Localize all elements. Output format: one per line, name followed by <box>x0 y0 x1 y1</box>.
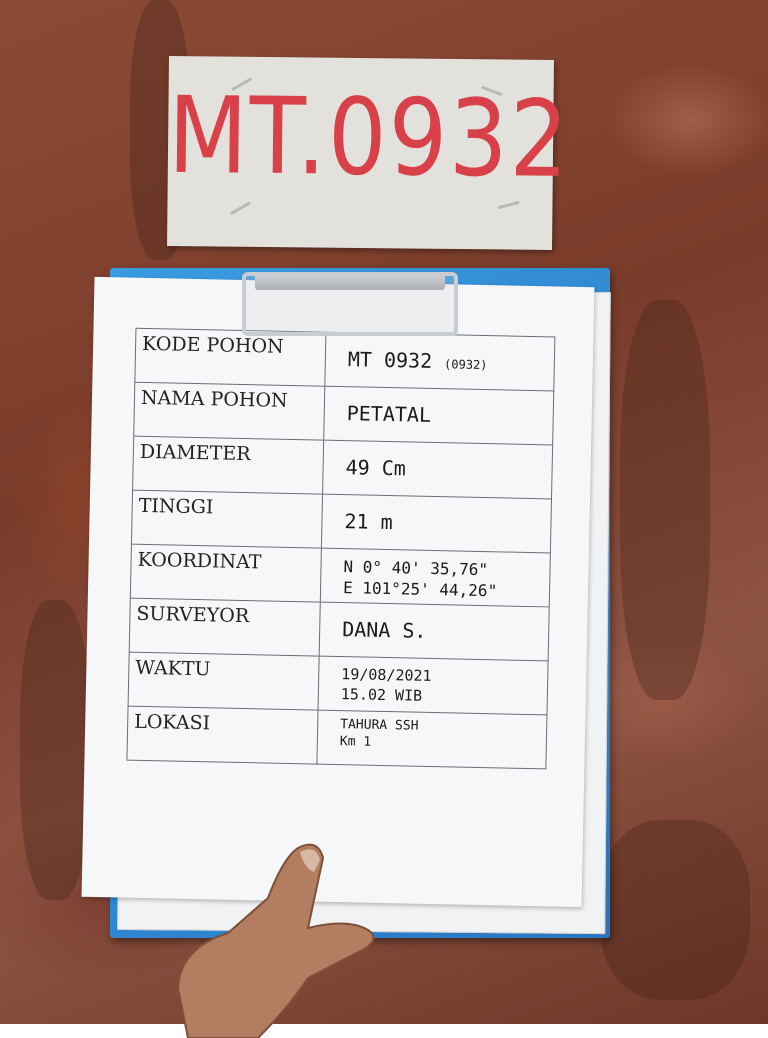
kode-pohon-note: (0932) <box>443 357 488 373</box>
table-row <box>134 382 554 445</box>
field-label: TINGGI <box>131 490 322 548</box>
koordinat-value <box>320 548 550 607</box>
waktu-time: 15.02 WIB <box>340 685 423 705</box>
field-label: DIAMETER <box>133 436 324 494</box>
koordinat-east: E 101°25' 44,26" <box>342 578 498 601</box>
field-label: WAKTU <box>128 652 319 710</box>
survey-form-table <box>126 328 555 770</box>
diameter-value: 49 Cm <box>323 440 553 499</box>
field-label: KODE POHON <box>135 328 326 386</box>
survey-form-sheet <box>82 277 595 907</box>
table-row <box>128 652 548 715</box>
clipboard-clip <box>242 272 458 336</box>
table-row <box>129 598 549 661</box>
waktu-value <box>318 656 548 715</box>
table-row <box>130 544 550 607</box>
koordinat-north: N 0° 40' 35,76" <box>343 557 489 580</box>
tag-code-text: MT.0932 <box>167 73 571 202</box>
table-row <box>131 490 551 553</box>
tree-code-tag <box>167 56 571 250</box>
lokasi-line2: Km 1 <box>339 734 372 750</box>
lokasi-line1: TAHURA SSH <box>340 717 419 734</box>
tinggi-value: 21 m <box>321 494 551 553</box>
staple <box>230 202 251 215</box>
kode-pohon-value: MT 0932 <box>347 347 433 373</box>
field-value <box>325 332 555 391</box>
table-row <box>133 436 553 499</box>
table-row <box>135 328 555 391</box>
lokasi-value <box>317 710 547 769</box>
field-label: NAMA POHON <box>134 382 325 440</box>
nama-pohon-value: PETATAL <box>324 386 554 445</box>
field-label: LOKASI <box>127 706 318 764</box>
staple <box>497 201 519 209</box>
surveyor-value: DANA S. <box>319 602 549 661</box>
table-row <box>127 706 547 769</box>
field-label: SURVEYOR <box>129 598 320 656</box>
hand <box>118 838 388 1038</box>
field-label: KOORDINAT <box>130 544 321 602</box>
waktu-date: 19/08/2021 <box>341 665 432 685</box>
